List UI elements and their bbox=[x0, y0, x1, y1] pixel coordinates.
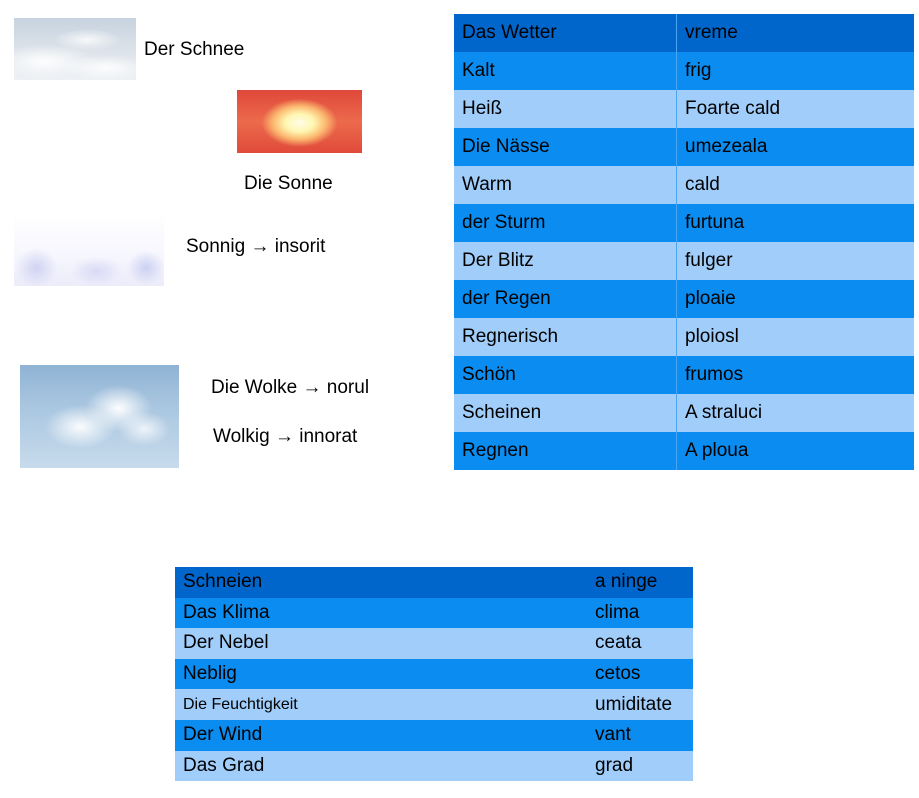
table-row bbox=[454, 128, 914, 166]
german-cell: Die Nässe bbox=[454, 128, 677, 166]
german-cell: Regnen bbox=[454, 432, 677, 470]
german-cell: Regnerisch bbox=[454, 318, 677, 356]
romanian-cell: a ninge bbox=[587, 567, 693, 598]
table-row bbox=[175, 689, 693, 720]
romanian-cell: vant bbox=[587, 720, 693, 751]
german-cell: Scheinen bbox=[454, 394, 677, 432]
climate-vocab-table bbox=[175, 567, 693, 781]
romanian-cell: clima bbox=[587, 598, 693, 629]
romanian-cell: frumos bbox=[677, 356, 915, 394]
snow-label: Der Schnee bbox=[144, 39, 245, 60]
romanian-cell: umezeala bbox=[677, 128, 915, 166]
sun-label: Die Sonne bbox=[244, 173, 333, 194]
weather-vocab-table bbox=[454, 14, 914, 470]
table-row bbox=[175, 659, 693, 690]
german-cell: Schön bbox=[454, 356, 677, 394]
table-row bbox=[454, 356, 914, 394]
romanian-cell: cetos bbox=[587, 659, 693, 690]
table-row bbox=[175, 628, 693, 659]
sunny-sky-image bbox=[14, 214, 164, 286]
german-cell: der Sturm bbox=[454, 204, 677, 242]
romanian-cell: Foarte cald bbox=[677, 90, 915, 128]
german-cell: Die Feuchtigkeit bbox=[175, 689, 587, 720]
romanian-cell: A straluci bbox=[677, 394, 915, 432]
table-row bbox=[175, 720, 693, 751]
romanian-cell: ceata bbox=[587, 628, 693, 659]
table-row bbox=[454, 318, 914, 356]
romanian-cell: ploaie bbox=[677, 280, 915, 318]
german-cell: Kalt bbox=[454, 52, 677, 90]
snow-image bbox=[14, 18, 136, 80]
table-row bbox=[454, 280, 914, 318]
romanian-cell: umiditate bbox=[587, 689, 693, 720]
cloud-label: Die Wolke → norul bbox=[211, 377, 370, 398]
romanian-cell: vreme bbox=[677, 14, 915, 52]
table-row bbox=[454, 14, 914, 52]
romanian-cell: frig bbox=[677, 52, 915, 90]
german-cell: Schneien bbox=[175, 567, 587, 598]
german-cell: Warm bbox=[454, 166, 677, 204]
romanian-cell: A ploua bbox=[677, 432, 915, 470]
romanian-cell: ploiosl bbox=[677, 318, 915, 356]
table-row bbox=[454, 432, 914, 470]
table-row bbox=[175, 598, 693, 629]
german-cell: Das Grad bbox=[175, 751, 587, 782]
romanian-cell: cald bbox=[677, 166, 915, 204]
romanian-cell: furtuna bbox=[677, 204, 915, 242]
german-cell: Das Klima bbox=[175, 598, 587, 629]
german-cell: Der Wind bbox=[175, 720, 587, 751]
german-cell: Heiß bbox=[454, 90, 677, 128]
table-row bbox=[454, 90, 914, 128]
german-cell: Der Blitz bbox=[454, 242, 677, 280]
table-row bbox=[454, 394, 914, 432]
table-row bbox=[454, 166, 914, 204]
romanian-cell: grad bbox=[587, 751, 693, 782]
german-cell: der Regen bbox=[454, 280, 677, 318]
german-cell: Neblig bbox=[175, 659, 587, 690]
table-row bbox=[454, 204, 914, 242]
cloudy-label: Wolkig → innorat bbox=[213, 426, 358, 447]
sunny-label: Sonnig → insorit bbox=[186, 236, 326, 257]
german-cell: Der Nebel bbox=[175, 628, 587, 659]
cloud-image bbox=[20, 365, 179, 468]
table-row bbox=[175, 567, 693, 598]
table-row bbox=[454, 242, 914, 280]
german-cell: Das Wetter bbox=[454, 14, 677, 52]
table-row bbox=[454, 52, 914, 90]
sun-image bbox=[237, 90, 362, 153]
table-row bbox=[175, 751, 693, 782]
romanian-cell: fulger bbox=[677, 242, 915, 280]
